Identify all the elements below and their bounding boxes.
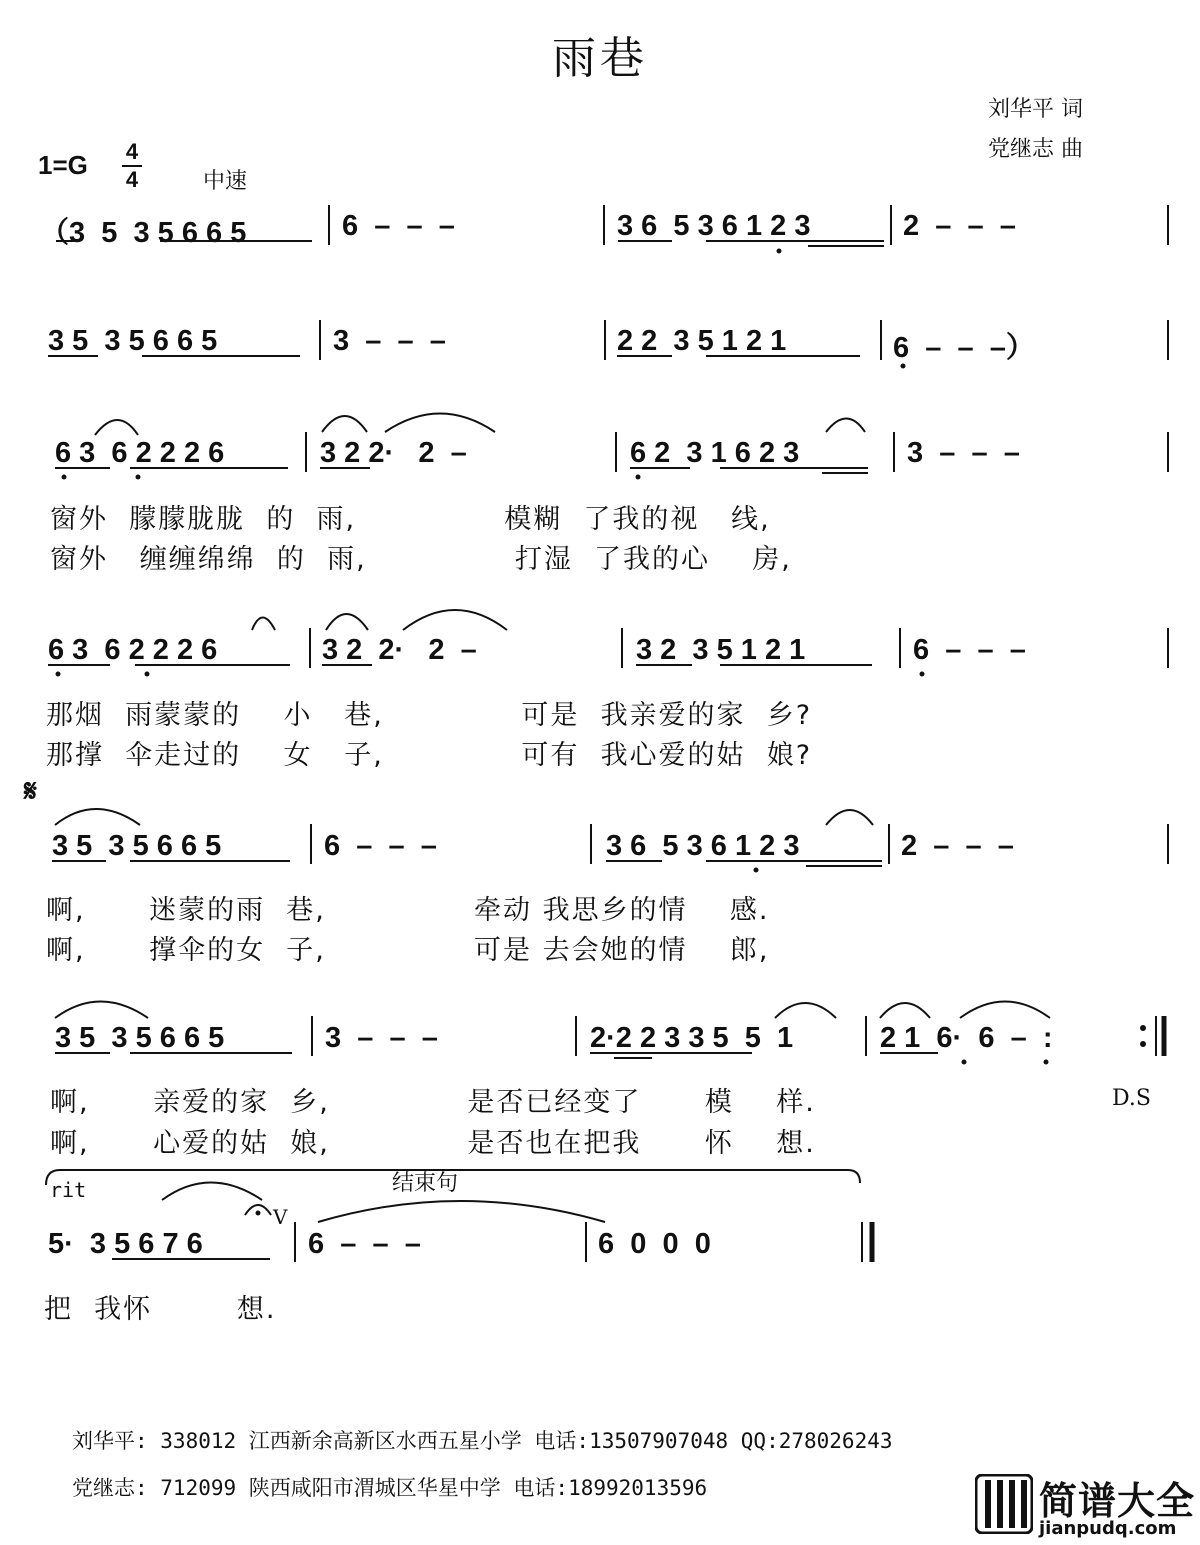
system-4-measure-2: 3 2 2· 2 – (322, 634, 477, 666)
song-title: 雨巷 (552, 33, 648, 84)
composer-credit: 党继志 曲 (988, 137, 1083, 162)
system-6-measure-2: 3 – – – (325, 1022, 438, 1054)
rit-marking: rit (50, 1178, 87, 1202)
system-6-lyrics-verse-2: 啊, 心爱的姑 娘, 是否也在把我 怀 想. (50, 1128, 816, 1159)
breath-mark: V (273, 1205, 288, 1229)
system-1-measure-1: （3 5 3 5 6 6 5 (40, 217, 247, 249)
system-3-measure-1: 6 3 6 2 2 2 6 (55, 437, 225, 469)
system-1-measure-3: 3 6 5 3 6 1 2 3 (617, 210, 811, 242)
system-7-measure-1: 5· 3 5 6 7 6 (48, 1228, 203, 1260)
system-1-measure-4: 2 – – – (903, 210, 1016, 242)
system-5-measure-2: 6 – – – (324, 830, 437, 862)
site-logo[interactable] (975, 1470, 1195, 1542)
system-7-lyrics: 把 我怀 想. (44, 1294, 277, 1325)
system-4-lyrics-verse-2: 那撑 伞走过的 女 子, 可有 我心爱的姑 娘? (46, 740, 813, 771)
piano-keys-icon (975, 1474, 1033, 1534)
lyricist-credit: 刘华平 词 (988, 97, 1083, 122)
footer-lyricist-contact: 刘华平: 338012 江西新余高新区水西五星小学 电话:13507907048 QQ:278026243 (72, 1429, 893, 1453)
dal-segno-marking: D.S (1112, 1086, 1151, 1111)
logo-url: jianpudq.com (1039, 1518, 1177, 1539)
system-4-measure-4: 6 – – – (913, 634, 1026, 666)
logo-name: 简谱大全 (1039, 1479, 1196, 1523)
system-1-measure-2: 6 – – – (342, 210, 455, 242)
repeat-dots (1140, 1025, 1146, 1047)
system-3-measure-2: 3 2 2· 2 – (320, 437, 467, 469)
system-7-measure-2: 6 – – – (308, 1228, 421, 1260)
system-7-measure-3: 6 0 0 0 (598, 1228, 711, 1260)
system-3-measure-3: 6 2 3 1 6 2 3 (630, 437, 800, 469)
system-6-lyrics-verse-1: 啊, 亲爱的家 乡, 是否已经变了 模 样. (50, 1087, 816, 1118)
fermata (245, 1205, 271, 1216)
tempo-marking: 中速 (203, 169, 248, 194)
segno-sign: 𝄋 (24, 774, 37, 809)
system-5-lyrics-verse-1: 啊, 迷蒙的雨 巷, 牵动 我思乡的情 感. (46, 895, 770, 926)
footer-composer-contact: 党继志: 712099 陕西咸阳市渭城区华星中学 电话:18992013596 (72, 1476, 708, 1500)
time-signature-top: 4 (125, 139, 139, 164)
time-signature-bottom: 4 (125, 167, 139, 192)
system-3-lyrics-verse-1: 窗外 朦朦胧胧 的 雨, 模糊 了我的视 线, (50, 504, 771, 535)
system-5-measure-4: 2 – – – (901, 830, 1014, 862)
system-6-measure-4: 2 1 6· 6 – : (880, 1022, 1053, 1054)
system-4-lyrics-verse-1: 那烟 雨蒙蒙的 小 巷, 可是 我亲爱的家 乡? (46, 700, 813, 731)
system-6-measure-3: 2·2 2 3 3 5 5 1 (590, 1022, 794, 1054)
bar-lines (295, 205, 1168, 1262)
underlines (48, 241, 938, 1259)
ending-phrase-label: 结束句 (392, 1171, 459, 1196)
system-6-measure-1: 3 5 3 5 6 6 5 (55, 1022, 225, 1054)
key-signature: 1=G (38, 150, 88, 180)
system-3-lyrics-verse-2: 窗外 缠缠绵绵 的 雨, 打湿 了我的心 房, (50, 544, 792, 575)
system-2-measure-4: 6 – – –） (893, 332, 1035, 364)
system-4-measure-3: 3 2 3 5 1 2 1 (636, 634, 806, 666)
system-2-measure-2: 3 – – – (333, 325, 446, 357)
system-2-measure-3: 2 2 3 5 1 2 1 (617, 325, 787, 357)
system-4-measure-1: 6 3 6 2 2 2 6 (48, 634, 218, 666)
system-2-measure-1: 3 5 3 5 6 6 5 (48, 325, 218, 357)
system-5-measure-1: 3 5 3 5 6 6 5 (52, 830, 222, 862)
system-5-lyrics-verse-2: 啊, 撑伞的女 子, 可是 去会她的情 郎, (46, 935, 770, 966)
system-3-measure-4: 3 – – – (907, 437, 1020, 469)
slurs (46, 414, 1053, 1223)
system-5-measure-3: 3 6 5 3 6 1 2 3 (606, 830, 800, 862)
